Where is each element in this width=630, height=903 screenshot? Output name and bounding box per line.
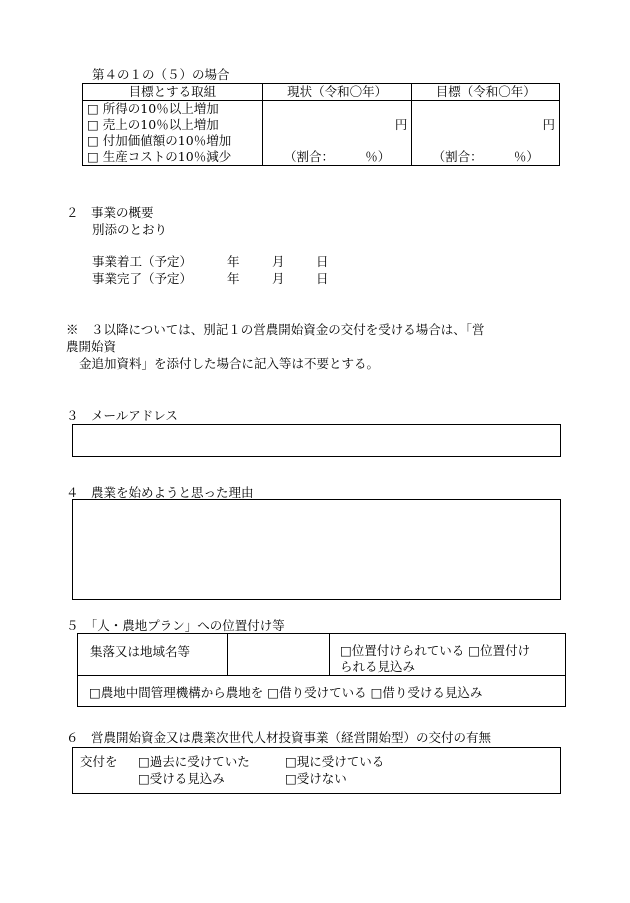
subsidy-box	[72, 747, 561, 794]
goal-caption: 第４の１の（５）の場合	[92, 67, 230, 82]
plan-status-line-1[interactable]: □位置付けられている □位置付け	[340, 643, 531, 658]
goal-items-cell	[83, 101, 263, 166]
section5-heading: ５ 「人・農地プラン」への位置付け等	[66, 618, 285, 633]
subsidy-past-option[interactable]: □過去に受けていた	[138, 754, 250, 769]
section6-heading: ６ 営農開始資金又は農業次世代人材投資事業（経営開始型）の交付の有無	[66, 730, 492, 745]
goal-table-header	[83, 84, 560, 101]
note-line-2: 農開始資	[66, 339, 117, 354]
goal-item-income[interactable]: □ 所得の10％以上増加	[87, 101, 219, 116]
section4-heading: ４ 農業を始めようと思った理由	[66, 485, 254, 500]
header-goal: 目標とする取組	[83, 84, 263, 101]
header-current: 現状（令和〇年）	[262, 84, 412, 101]
section2-heading: ２ 事業の概要	[66, 205, 154, 220]
end-year-label: 年	[227, 271, 240, 286]
start-month-label: 月	[272, 254, 285, 269]
subsidy-current-option[interactable]: □現に受けている	[285, 754, 385, 769]
bank-line[interactable]: □農地中間管理機構から農地を □借り受けている □借り受ける見込み	[89, 685, 483, 700]
start-year-label: 年	[227, 254, 240, 269]
subsidy-lead: 交付を	[80, 754, 118, 769]
current-yen: 円	[394, 117, 408, 132]
start-day-label: 日	[316, 254, 329, 269]
village-label: 集落又は地域名等	[90, 644, 191, 659]
note-line-3: 金追加資料」を添付した場合に記入等は不要とする。	[79, 356, 380, 371]
target-value-cell[interactable]	[412, 101, 560, 166]
goal-item-cost[interactable]: □ 生産コストの10％減少	[87, 149, 232, 164]
goal-table-body	[83, 101, 560, 166]
end-label: 事業完了（予定）	[92, 271, 193, 286]
plan-divider	[78, 675, 565, 676]
subsidy-none-option[interactable]: □受けない	[285, 771, 347, 786]
section3-heading: ３ メールアドレス	[66, 408, 178, 423]
reason-field[interactable]	[72, 499, 561, 600]
end-month-label: 月	[272, 271, 285, 286]
end-day-label: 日	[316, 271, 329, 286]
header-target: 目標（令和〇年）	[412, 84, 560, 101]
goal-table	[82, 83, 560, 166]
current-value-cell[interactable]	[262, 101, 412, 166]
plan-box	[77, 633, 566, 707]
target-ratio: （割合： ％）	[432, 149, 539, 164]
plan-status-line-2: られる見込み	[340, 659, 416, 674]
village-name-field[interactable]	[227, 634, 330, 675]
target-yen: 円	[542, 117, 555, 132]
note-line-1: ※ ３以降については、別記１の営農開始資金の交付を受ける場合は、「営	[66, 322, 485, 337]
subsidy-expected-option[interactable]: □受ける見込み	[138, 771, 225, 786]
section2-body: 別添のとおり	[92, 222, 168, 237]
goal-item-sales[interactable]: □ 売上の10％以上増加	[87, 117, 219, 132]
current-ratio: （割合： ％）	[284, 149, 391, 164]
email-field[interactable]	[72, 424, 561, 457]
goal-item-value-added[interactable]: □ 付加価値額の10％増加	[87, 133, 232, 148]
start-label: 事業着工（予定）	[92, 254, 193, 269]
